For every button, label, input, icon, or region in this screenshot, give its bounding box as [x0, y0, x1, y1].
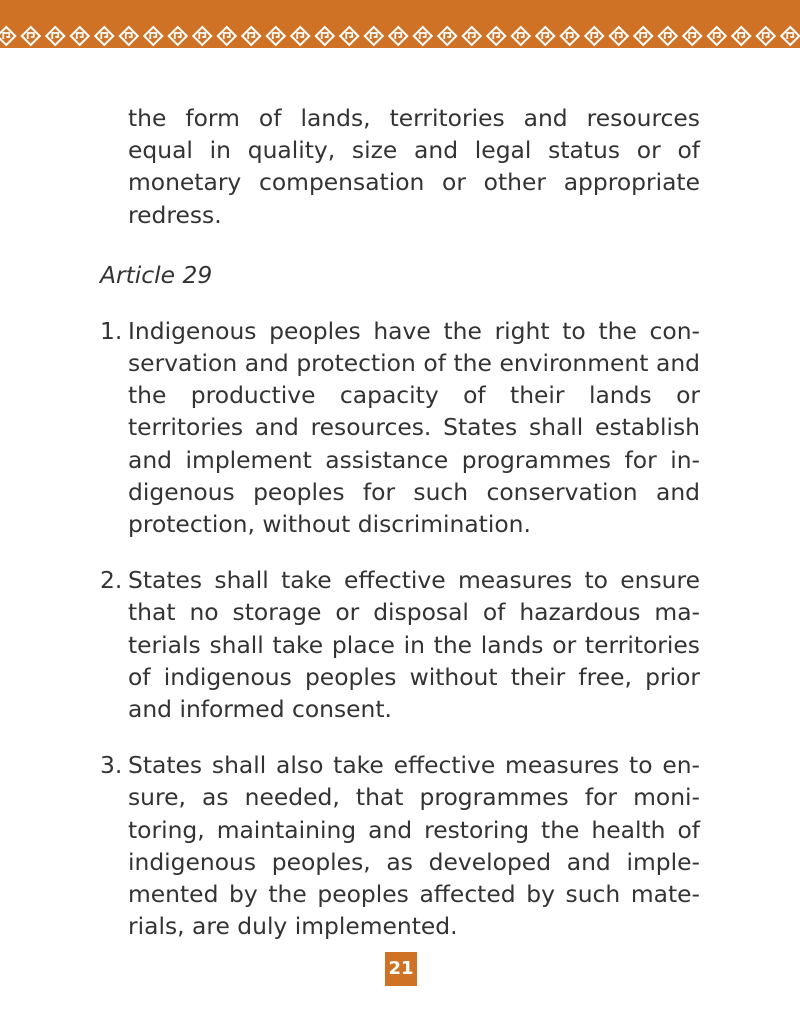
list-item-text: States shall also take effective measures to ensure, as needed, that programmes for monitoring, maintaining and restoring the health of indigenous peoples, as developed and implemented by the peoples affected by such materials, are duly implemented. [128, 751, 700, 941]
list-item [100, 315, 700, 540]
list-item-number: 3. [100, 751, 123, 780]
diamond-pattern-icon [0, 0, 800, 48]
list-item [100, 749, 700, 942]
page-content [100, 102, 700, 966]
continued-paragraph: the form of lands, territories and resources equal in quality, size and legal status or of monetary compensation or other appropriate redress. [128, 104, 700, 229]
decorative-header-border [0, 0, 800, 48]
page-number-badge: 21 [385, 952, 417, 986]
list-item-number: 1. [100, 316, 123, 345]
list-item-text: Indigenous peoples have the right to the conservation and protection of the environment and the productive capacity of their lands or territories and resources. States shall establish and implement assistance programmes for indigenous peoples for such conservation and protection, without discrimination. [128, 316, 700, 539]
list-item-text: States shall take effective measures to ensure that no storage or disposal of hazardous materials shall take place in the lands or territories of indigenous peoples without their free, prior and informed consent. [128, 566, 700, 724]
list-item-number: 2. [100, 566, 123, 595]
list-item [100, 564, 700, 725]
article-heading: Article 29 [100, 260, 213, 289]
